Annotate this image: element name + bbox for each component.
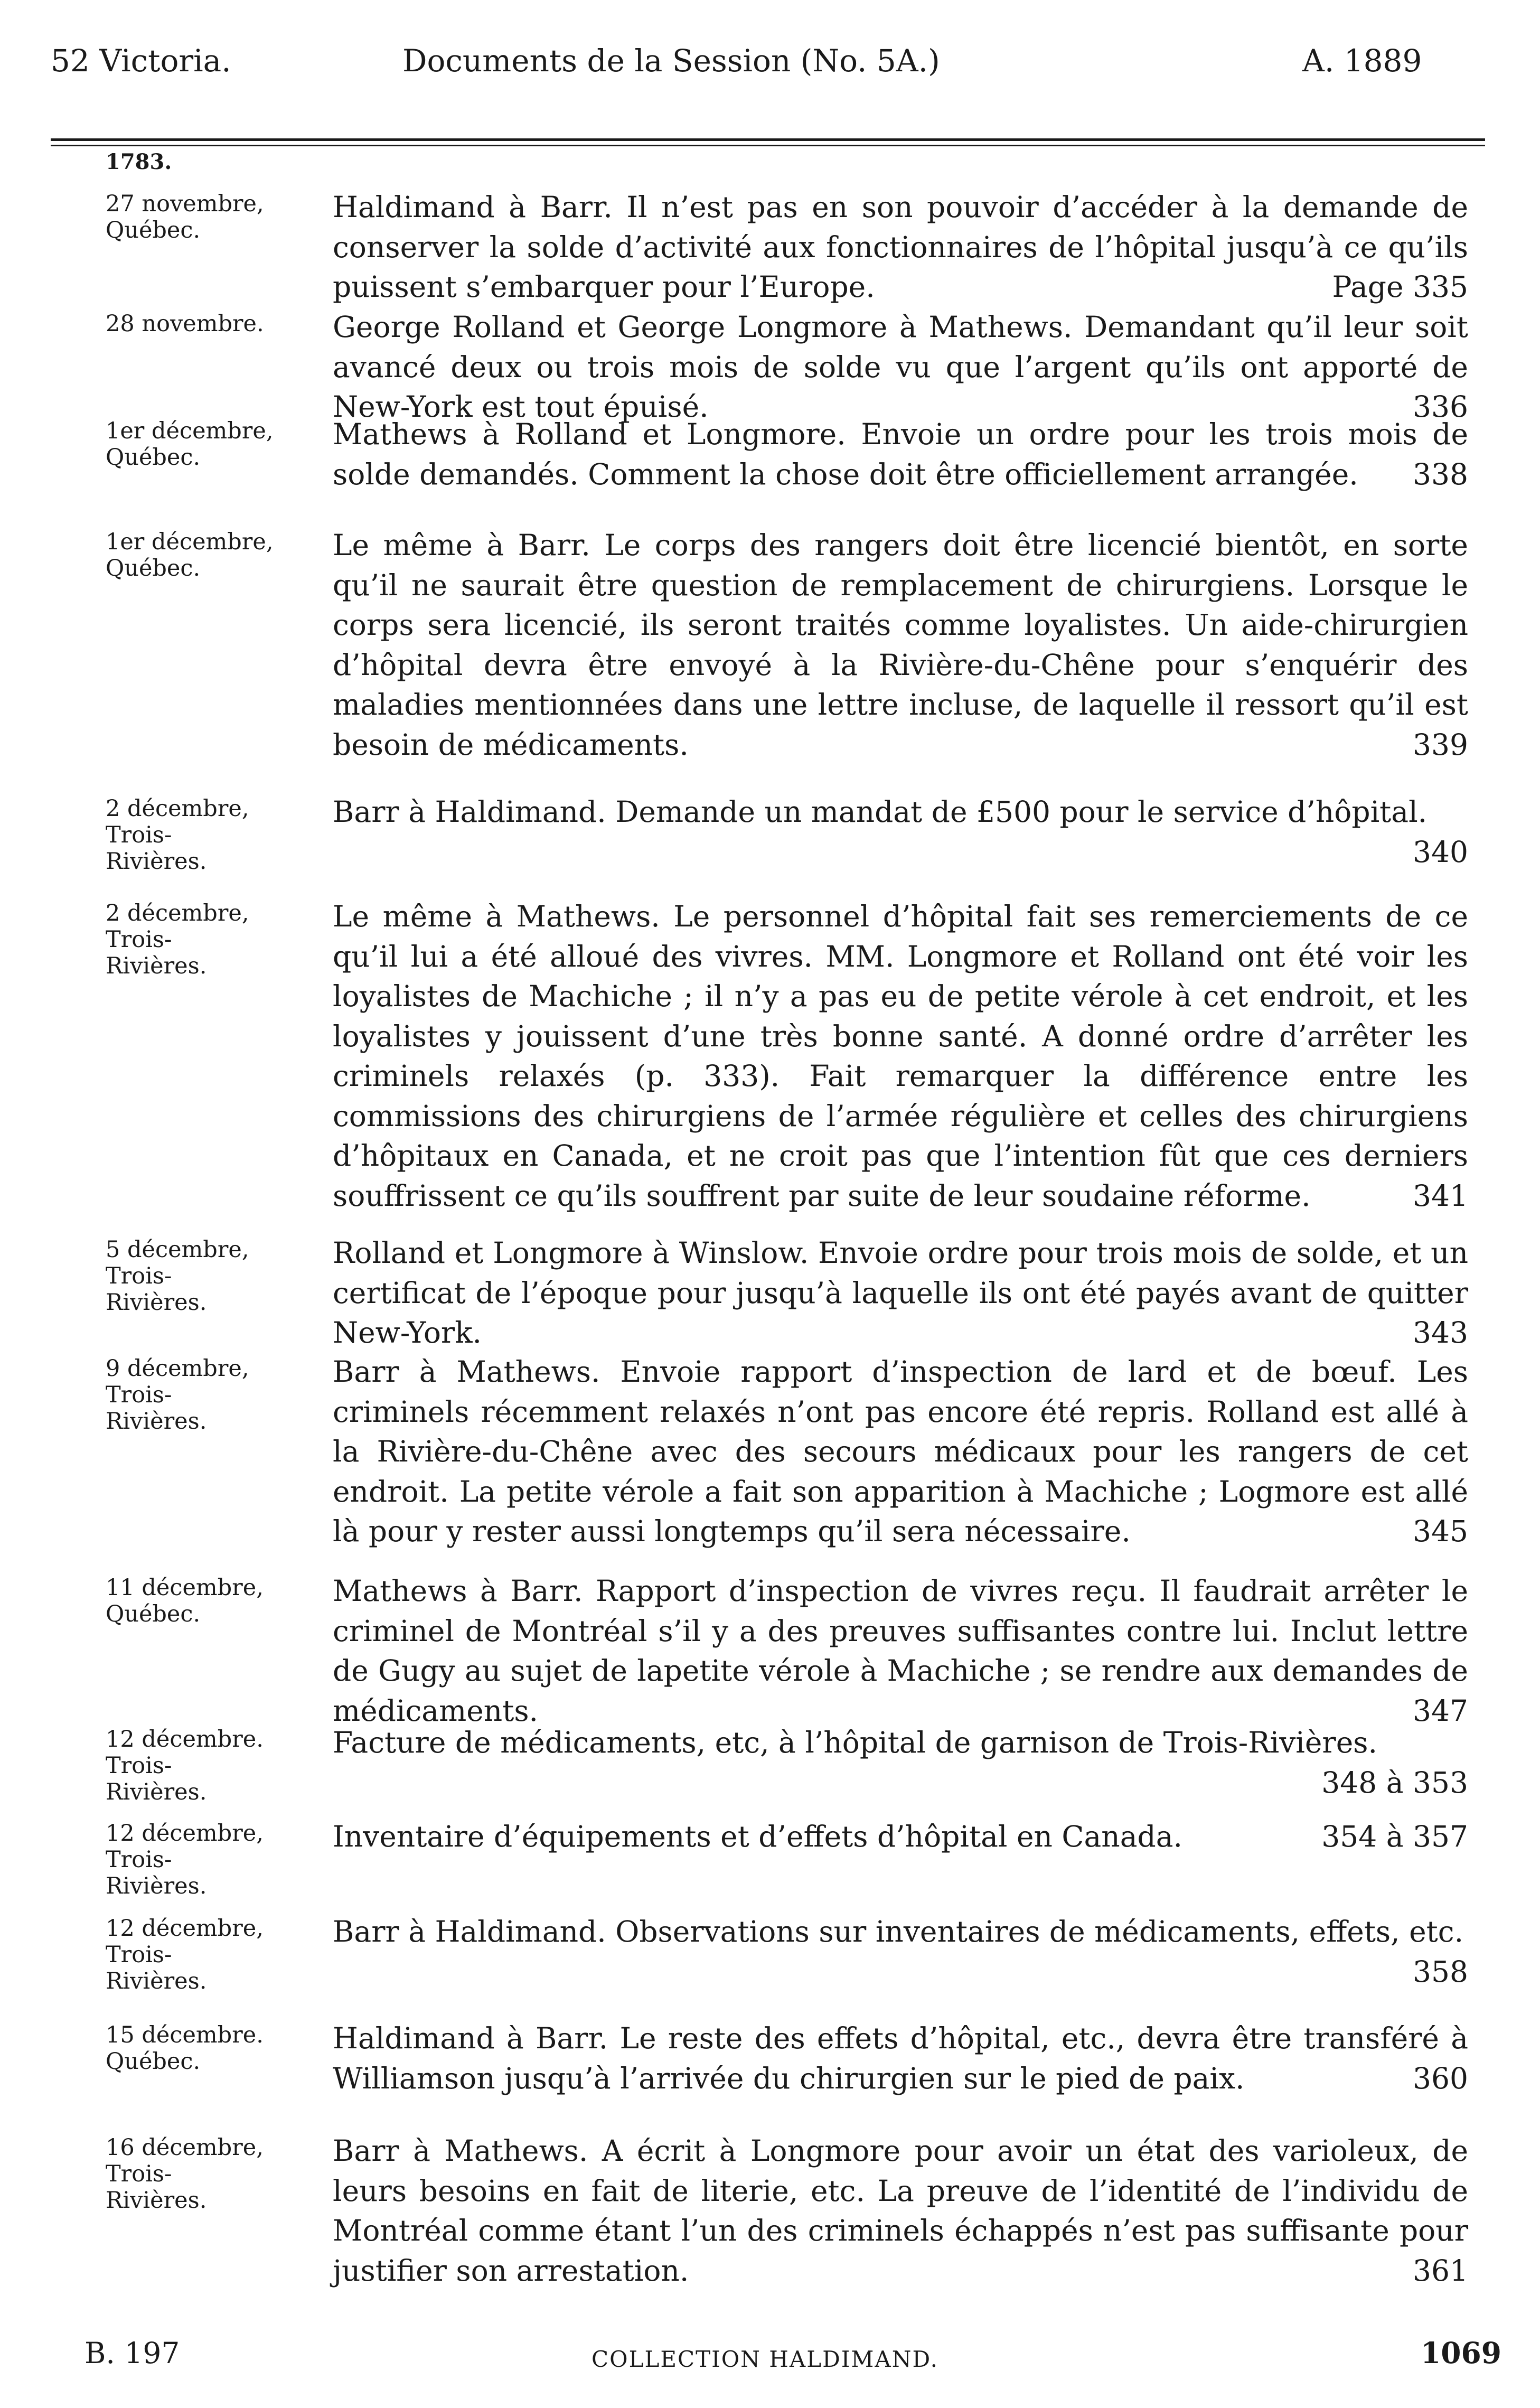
entry-text: Le même à Barr. Le corps des rangers doit être licencié bientôt, en sorte qu’il ne saurait être question de remplacement de chirurgiens. Lorsque le corps sera licencié, ils seront traités comme loyalistes. Un aide-chirurgien d’hôpital devra être envoyé à la Rivière-du-Chêne pour s’enquérir des maladies mentionnées dans une lettre incluse, de laquelle il ressort qu’il est besoin de médicaments. bbox=[333, 528, 1468, 762]
entry-text: Barr à Mathews. Envoie rapport d’inspection de lard et de bœuf. Les criminels récemment relaxés n’ont pas encore été repris. Rolland est allé à la Rivière-du-Chêne avec des secours médicaux pour les rangers de cet endroit. La petite vérole a fait son apparition à Machiche ; Logmore est allé là pour y rester aussi longtemps qu’il sera nécessaire. bbox=[333, 1355, 1468, 1548]
entry-page-ref: 341 bbox=[1413, 1178, 1468, 1213]
header-title: Documents de la Session (No. 5A.) bbox=[402, 43, 940, 79]
entry-body bbox=[333, 792, 1468, 872]
entry-body bbox=[333, 1817, 1468, 1857]
entry-date-place: 12 décembre, Trois- Rivières. bbox=[106, 1915, 264, 1994]
entry-date-place: 28 novembre. bbox=[106, 311, 264, 337]
entry-text: Haldimand à Barr. Il n’est pas en son pouvoir d’accéder à la demande de conserver la solde d’activité aux fonctionnaires de l’hôpital jusqu’à ce qu’ils puissent s’embarquer pour l’Europe. bbox=[333, 190, 1468, 304]
entry-text: Haldimand à Barr. Le reste des effets d’hôpital, etc., devra être transféré à Williamson jusqu’à l’arrivée du chirurgien sur le pied de paix. bbox=[333, 2021, 1468, 2095]
entry-text: Le même à Mathews. Le personnel d’hôpital fait ses remerciements de ce qu’il lui a été alloué des vivres. MM. Longmore et Rolland ont été voir les loyalistes de Machiche ; il n’y a pas eu de petite vérole à cet endroit, et les loyalistes y jouissent d’une très bonne santé. A donné ordre d’arrêter les criminels relaxés (p. 333). Fait remarquer la différence entre les commissions des chirurgiens de l’armée régulière et celles des chirurgiens d’hôpitaux en Canada, et ne croit pas que l’intention fût que ces derniers souffrissent ce qu’ils souffrent par suite de leur soudaine réforme. bbox=[333, 900, 1468, 1213]
entry-body bbox=[333, 415, 1468, 494]
entry-date-place: 1er décembre, Québec. bbox=[106, 529, 274, 582]
entry-text: George Rolland et George Longmore à Mathews. Demandant qu’il leur soit avancé deux ou trois mois de solde vu que l’argent qu’ils ont apporté de New-York est tout épuisé. bbox=[333, 310, 1468, 424]
entry-date-place: 16 décembre, Trois- Rivières. bbox=[106, 2134, 264, 2214]
entry-date-place: 12 décembre, Trois- Rivières. bbox=[106, 1820, 264, 1899]
entry-page-ref: 339 bbox=[1413, 727, 1468, 762]
entry-text: Inventaire d’équipements et d’effets d’hôpital en Canada. bbox=[333, 1820, 1182, 1853]
entry-date-place: 15 décembre. Québec. bbox=[106, 2022, 264, 2075]
entry-text: Rolland et Longmore à Winslow. Envoie ordre pour trois mois de solde, et un certificat de l’époque pour jusqu’à laquelle ils ont été payés avant de quitter New-York. bbox=[333, 1236, 1468, 1350]
entry-date-place: 9 décembre, Trois- Rivières. bbox=[106, 1355, 249, 1435]
entry-text: Mathews à Rolland et Longmore. Envoie un ordre pour les trois mois de solde demandés. Comment la chose doit être officiellement arrangée. bbox=[333, 417, 1468, 491]
entry-text: Barr à Haldimand. Observations sur inventaires de médicaments, effets, etc. bbox=[333, 1915, 1464, 1948]
footer-ref: B. 197 bbox=[84, 2336, 180, 2370]
entry-page-ref: 336 bbox=[1413, 390, 1468, 424]
header-rule-thin bbox=[51, 145, 1485, 146]
header-year: A. 1889 bbox=[1302, 43, 1422, 79]
entry-date-place: 2 décembre, Trois- Rivières. bbox=[106, 795, 249, 875]
entry-body bbox=[333, 526, 1468, 765]
entry-date-place: 11 décembre, Québec. bbox=[106, 1575, 264, 1627]
entry-body bbox=[333, 2019, 1468, 2098]
entry-body bbox=[333, 1352, 1468, 1552]
entry-body bbox=[333, 897, 1468, 1216]
entry-date-place: 2 décembre, Trois- Rivières. bbox=[106, 900, 249, 979]
entry-page-ref: 361 bbox=[1413, 2253, 1468, 2288]
entry-page-ref: 360 bbox=[1413, 2061, 1468, 2095]
footer-page-number: 1069 bbox=[1421, 2336, 1502, 2370]
entry-body bbox=[333, 1912, 1468, 1992]
entry-text: Facture de médicaments, etc, à l’hôpital de garnison de Trois-Rivières. bbox=[333, 1726, 1377, 1759]
entry-text: Mathews à Barr. Rapport d’inspection de vivres reçu. Il faudrait arrêter le criminel de Montréal s’il y a des preuves suffisantes contre lui. Inclut lettre de Gugy au sujet de lapetite vérole à Machiche ; se rendre aux demandes de médicaments. bbox=[333, 1574, 1468, 1728]
year-label: 1783. bbox=[106, 149, 172, 174]
entry-date-place: 27 novembre, Québec. bbox=[106, 191, 264, 243]
entry-page-ref: 347 bbox=[1413, 1693, 1468, 1728]
entry-date-place: 12 décembre. Trois- Rivières. bbox=[106, 1726, 264, 1805]
entry-page-ref: 358 bbox=[1413, 1954, 1468, 1989]
entry-page-ref: 338 bbox=[1413, 457, 1468, 491]
entry-page-ref: 354 à 357 bbox=[1321, 1820, 1468, 1853]
entry-page-ref: 345 bbox=[1413, 1514, 1468, 1548]
entry-body bbox=[333, 1723, 1468, 1803]
header-rule bbox=[51, 138, 1485, 141]
header-session: 52 Victoria. bbox=[51, 43, 231, 79]
entry-text: Barr à Haldimand. Demande un mandat de £500 pour le service d’hôpital. bbox=[333, 795, 1428, 829]
entry-page-ref: Page 335 bbox=[1332, 270, 1468, 304]
entry-text: Barr à Mathews. A écrit à Longmore pour avoir un état des varioleux, de leurs besoins en fait de literie, etc. La preuve de l’identité de l’individu de Montréal comme étant l’un des criminels échappés n’est pas suffisante pour justifier son arrestation. bbox=[333, 2134, 1468, 2288]
entry-body bbox=[333, 2131, 1468, 2291]
entry-body bbox=[333, 1233, 1468, 1353]
entry-page-ref: 340 bbox=[1413, 835, 1468, 869]
footer-collection: COLLECTION HALDIMAND. bbox=[591, 2346, 939, 2372]
entry-page-ref: 348 à 353 bbox=[1321, 1765, 1468, 1800]
entry-body bbox=[333, 1571, 1468, 1731]
entry-date-place: 1er décembre, Québec. bbox=[106, 418, 274, 471]
entry-page-ref: 343 bbox=[1413, 1316, 1468, 1350]
entry-date-place: 5 décembre, Trois- Rivières. bbox=[106, 1236, 249, 1316]
entry-body bbox=[333, 307, 1468, 427]
entry-body bbox=[333, 188, 1468, 307]
